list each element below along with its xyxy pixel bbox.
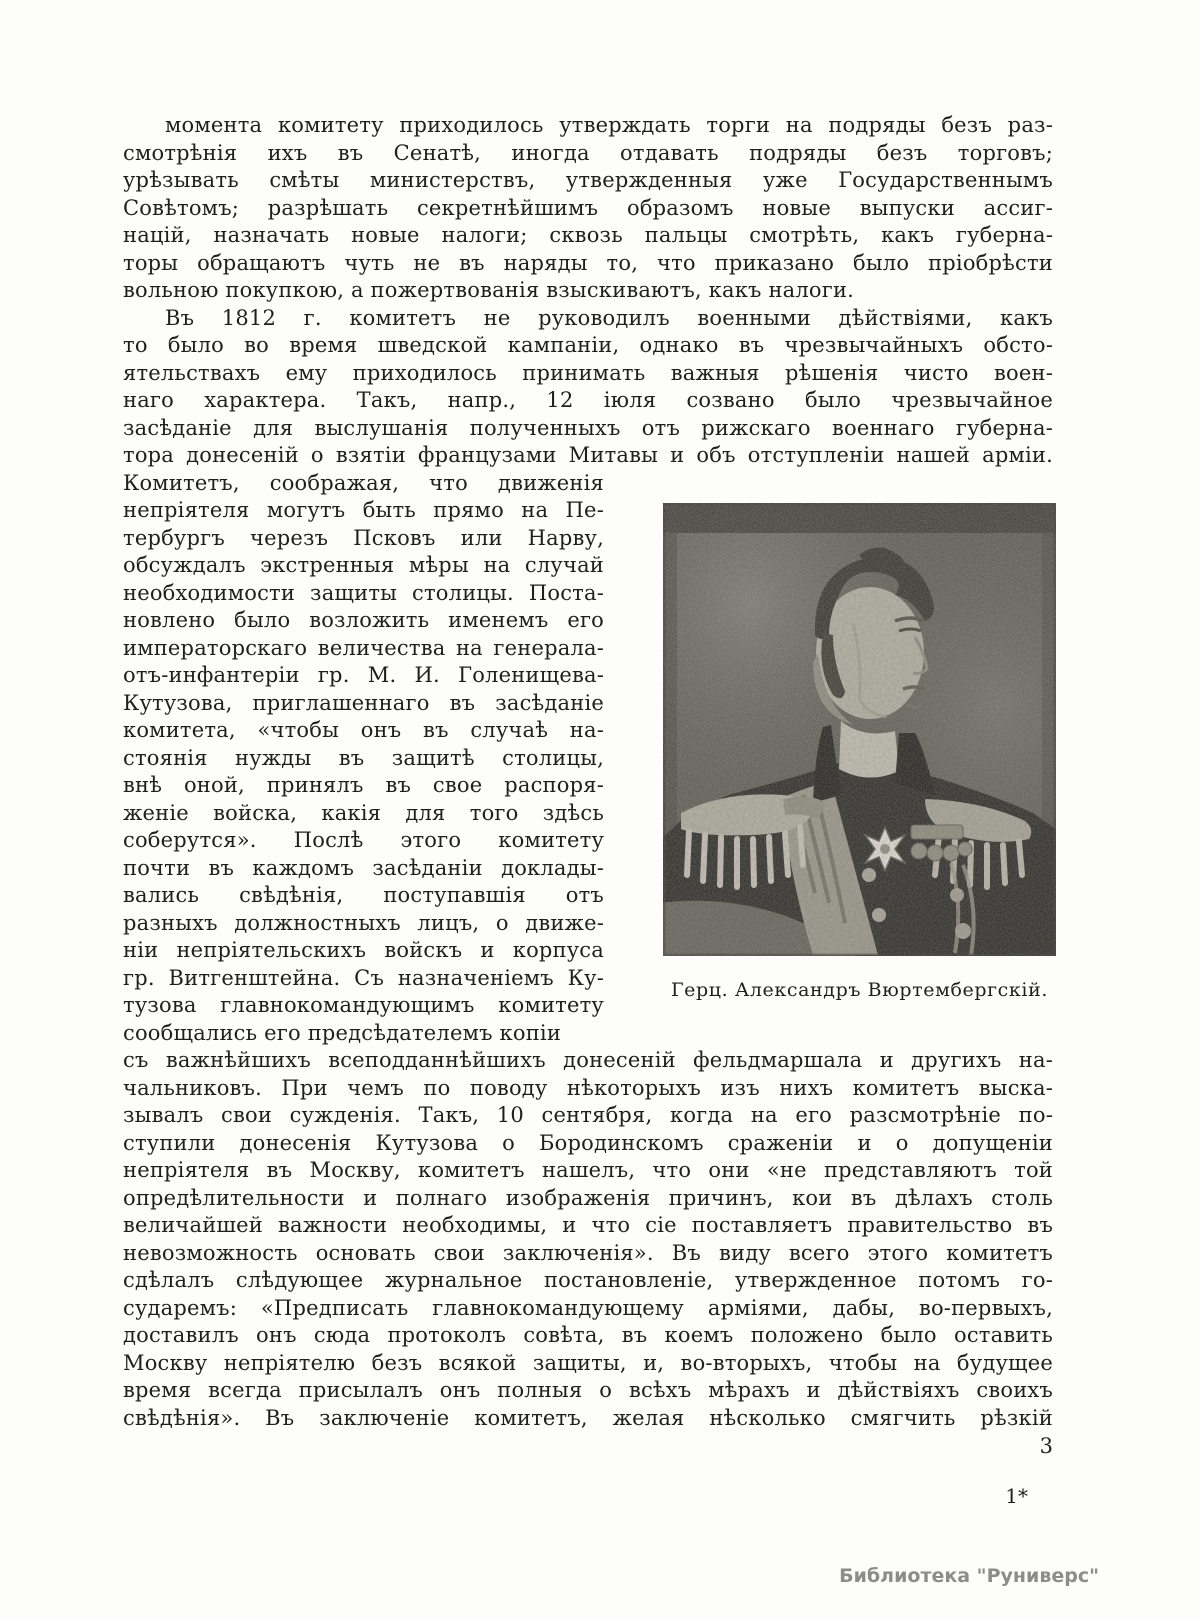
text-line: Въ 1812 г. комитетъ не руководилъ военными дѣйствіями, какъ	[165, 305, 1053, 330]
text-line: опредѣлительности и полнаго изображенія причинъ, кои въ дѣлахъ столь	[123, 1185, 1053, 1210]
page-number: 3	[1039, 1434, 1053, 1458]
text-line: чальниковъ. При чемъ по поводу нѣкоторыхъ изъ нихъ комитетъ выска-	[123, 1075, 1053, 1100]
text-line: засѣданіе для выслушанія полученныхъ отъ рижскаго военнаго губерна-	[123, 415, 1053, 440]
text-line: Кутузова, приглашеннаго въ засѣданіе	[123, 690, 604, 715]
text-line: тузова главнокомандующимъ комитету	[123, 993, 604, 1017]
text-line: гр. Витгенштейна. Съ назначеніемъ Ку-	[123, 965, 604, 990]
text-line: съ важнѣйшихъ всеподданнѣйшихъ донесеній фельдмаршала и другихъ на-	[123, 1048, 1053, 1072]
text-line: непріятеля могутъ быть прямо на Пе-	[123, 498, 604, 522]
library-watermark: Библиотека "Руниверс"	[839, 1565, 1099, 1587]
text-line: тора донесеній о взятіи французами Митавы и объ отступленіи нашей арміи.	[123, 443, 1053, 467]
text-line: зывалъ свои сужденія. Такъ, 10 сентября, когда на его разсмотрѣніе по-	[123, 1103, 1053, 1127]
text-line: свѣдѣнія». Въ заключеніе комитетъ, желая нѣсколько смягчить рѣзкій	[123, 1405, 1053, 1430]
text-line: ніи непріятельскихъ войскъ и корпуса	[123, 938, 604, 962]
text-line: то было во время шведской кампаніи, однако въ чрезвычайныхъ обсто-	[123, 333, 1053, 357]
portrait-caption: Герц. Александръ Вюртембергскій.	[671, 979, 1048, 1001]
text-line: отъ-инфантеріи гр. М. И. Голенищева-	[123, 663, 604, 687]
text-line: вольною покупкою, а пожертвованія взыскиваютъ, какъ налоги.	[123, 278, 855, 302]
text-line: ступили донесенія Кутузова о Бородинскомъ сраженіи и о допущеніи	[123, 1130, 1053, 1155]
text-line: невозможность основать свои заключенія». Въ виду всего этого комитетъ	[123, 1240, 1053, 1265]
text-line: новлено было возложить именемъ его	[123, 608, 604, 632]
text-line: наго характера. Такъ, напр., 12 іюля созвано было чрезвычайное	[123, 388, 1053, 412]
text-line: необходимости защиты столицы. Поста-	[123, 580, 604, 605]
signature-mark: 1*	[1005, 1484, 1028, 1508]
portrait-figure	[663, 503, 1056, 956]
paragraph-2-start	[123, 305, 1053, 470]
text-line: непріятеля въ Москву, комитетъ нашелъ, что они «не представляютъ той	[123, 1158, 1053, 1182]
text-line: императорскаго величества на генерала-	[123, 635, 604, 660]
text-line: сударемъ: «Предписать главнокомандующему арміями, дабы, во-первыхъ,	[123, 1295, 1053, 1320]
text-line: почти въ каждомъ засѣданіи доклады-	[123, 855, 604, 880]
text-line: комитета, «чтобы онъ въ случаѣ на-	[123, 718, 604, 742]
text-line: доставилъ онъ сюда протоколъ совѣта, въ коемъ положено было оставить	[123, 1323, 1053, 1347]
text-line: Москву непріятелю безъ всякой защиты, и, во-вторыхъ, чтобы на будущее	[123, 1350, 1053, 1375]
paragraph-2-narrow-column	[123, 470, 604, 1048]
text-line: тербургъ черезъ Псковъ или Нарву,	[123, 525, 604, 550]
portrait-image	[663, 503, 1056, 956]
text-line: вались свѣдѣнія, поступавшія отъ	[123, 883, 604, 907]
text-line: націй, назначать новые налоги; сквозь пальцы смотрѣть, какъ губерна-	[123, 223, 1053, 247]
text-line: женіе войска, какія для того здѣсь	[123, 800, 604, 825]
text-line: ятельствахъ ему приходилось принимать важныя рѣшенія чисто воен-	[123, 360, 1053, 385]
text-line: сообщались его предсѣдателемъ копіи	[123, 1020, 562, 1045]
text-line: момента комитету приходилось утверждать торги на подряды безъ раз-	[165, 113, 1053, 137]
text-line: Комитетъ, соображая, что движенія	[123, 470, 604, 495]
text-line: внѣ оной, принялъ въ свое распоря-	[123, 773, 604, 797]
text-line: величайшей важности необходимы, и что сіе поставляетъ правительство въ	[123, 1213, 1053, 1237]
paragraph-2-bottom	[123, 1047, 1053, 1432]
text-line: урѣзывать смѣты министерствъ, утвержденныя уже Государственнымъ	[123, 168, 1053, 192]
text-line: Совѣтомъ; разрѣшать секретнѣйшимъ образомъ новые выпуски ассиг-	[123, 195, 1053, 220]
paragraph-1	[123, 112, 1053, 305]
text-line: соберутся». Послѣ этого комитету	[123, 828, 604, 852]
text-line: торы обращаютъ чуть не въ наряды то, что приказано было пріобрѣсти	[123, 250, 1053, 275]
text-line: обсуждалъ экстренныя мѣры на случай	[123, 553, 604, 577]
text-line: стоянія нужды въ защитѣ столицы,	[123, 745, 604, 770]
text-line: разныхъ должностныхъ лицъ, о движе-	[123, 910, 604, 935]
text-line: сдѣлалъ слѣдующее журнальное постановленіе, утвержденное потомъ го-	[123, 1268, 1053, 1292]
text-line: время всегда присылалъ онъ полныя о всѣхъ мѣрахъ и дѣйствіяхъ своихъ	[123, 1378, 1053, 1402]
text-line: смотрѣнія ихъ въ Сенатѣ, иногда отдавать подряды безъ торговъ;	[123, 140, 1053, 165]
